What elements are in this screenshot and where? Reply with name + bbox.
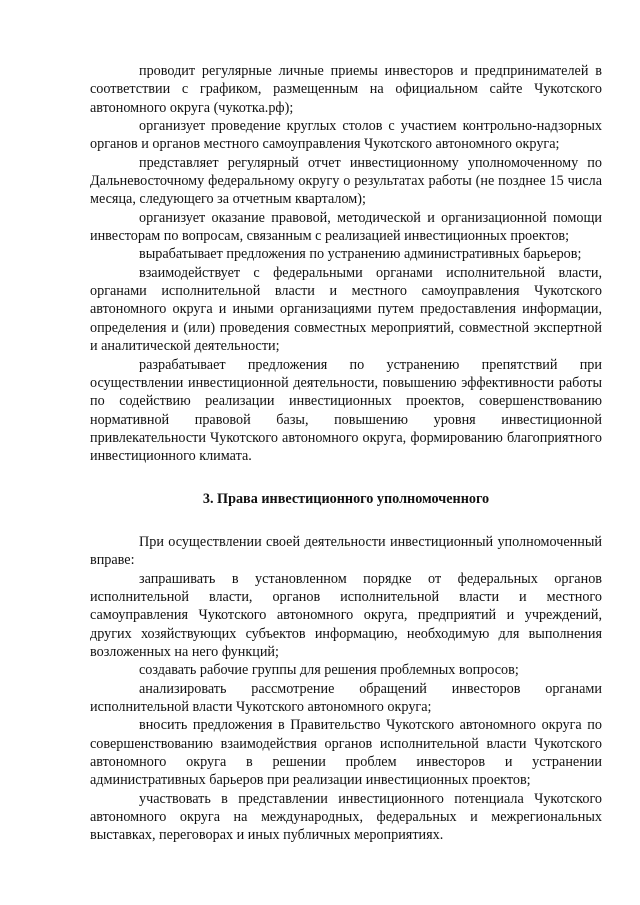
duty-paragraph: организует проведение круглых столов с участием контрольно-надзорных органов и органов местного самоуправления Чукотского автономного округа; [90, 118, 602, 153]
right-paragraph: вносить предложения в Правительство Чукотского автономного округа по совершенствованию взаимодействия органов исполнительной власти Чукотского автономного округа в решении проблем инвесторов и устранении административных барьеров при реализации инвестиционных проектов; [90, 717, 602, 789]
right-paragraph: анализировать рассмотрение обращений инвесторов органами исполнительной власти Чукотского автономного округа; [90, 680, 602, 715]
duty-paragraph: взаимодействует с федеральными органами исполнительной власти, органами исполнительной власти и местного самоуправления Чукотского автономного округа и иными организациями путем предоставления информации, определения и (или) проведения совместных мероприятий, совместной экспертной и аналитической деятельности; [90, 264, 602, 355]
right-paragraph: участвовать в представлении инвестиционного потенциала Чукотского автономного округа на международных, федеральных и межрегиональных выставках, переговорах и иных публичных мероприятиях. [90, 790, 602, 844]
duty-paragraph: вырабатывает предложения по устранению административных барьеров; [139, 246, 582, 263]
spacer [90, 466, 602, 476]
section-heading: 3. Права инвестиционного уполномоченного [202, 490, 490, 507]
right-paragraph: создавать рабочие группы для решения проблемных вопросов; [139, 662, 519, 679]
duty-paragraph: организует оказание правовой, методической и организационной помощи инвесторам по вопросам, связанным с реализацией инвестиционных проектов; [90, 209, 602, 245]
duty-paragraph: разрабатывает предложения по устранению препятствий при осуществлении инвестиционной деятельности, повышению эффективности работы по содействию реализации инвестиционных проектов, совершенствованию нормативной правовой базы, повышению уровня инвестиционной привлекательности Чукотского автономного округа, формированию благоприятного инвестиционного климата. [90, 356, 602, 465]
duty-paragraph: проводит регулярные личные приемы инвесторов и предпринимателей в соответствии с графиком, размещенным на официальном сайте Чукотского автономного округа (чукотка.рф); [90, 63, 602, 116]
right-paragraph: запрашивать в установленном порядке от федеральных органов исполнительной власти, органов исполнительной власти и местного самоуправления Чукотского автономного округа, предприятий и учреждений, других хозяйствующих субъектов информацию, необходимую для выполнения возложенных на него функций; [90, 570, 602, 660]
section-intro: При осуществлении своей деятельности инвестиционный уполномоченный вправе: [90, 533, 602, 569]
document-body [90, 62, 602, 845]
duty-paragraph: представляет регулярный отчет инвестиционному уполномоченному по Дальневосточному федеральному округу о результатах работы (не позднее 15 числа месяца, следующего за отчетным кварталом); [90, 154, 602, 208]
